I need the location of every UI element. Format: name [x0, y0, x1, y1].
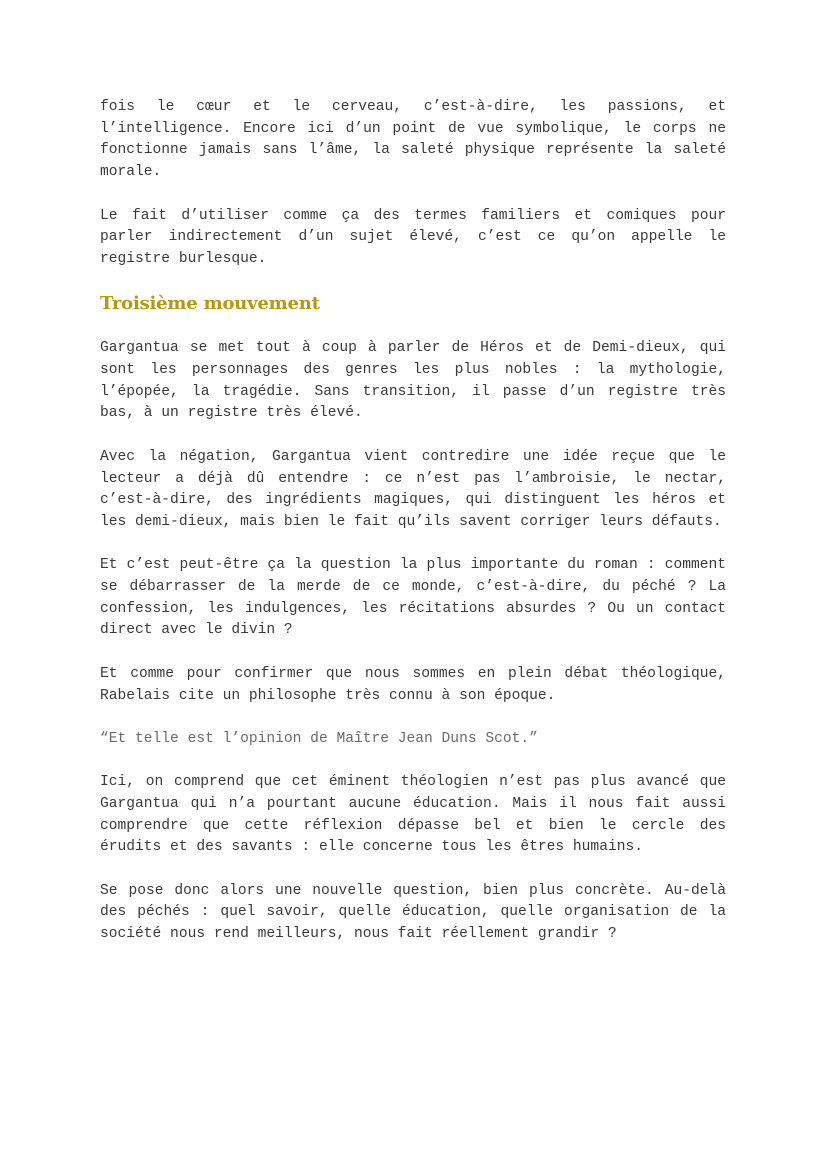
paragraph-5: Et c’est peut-être ça la question la plus importante du roman : comment se débarrasser de la merde de ce monde, c’est-à-dire, du péché ? La confession, les indulgences, les récitations absurdes ? Ou un contact direct avec le divin ?: [100, 557, 726, 639]
paragraph-7: Ici, on comprend que cet éminent théologien n’est pas plus avancé que Gargantua qui n’a pourtant aucune éducation. Mais il nous fait aussi comprendre que cette réflexion dépasse bel et bien le cercle des érudits et des savants : elle concerne tous les êtres humains.: [100, 774, 726, 856]
paragraph-3: Gargantua se met tout à coup à parler de Héros et de Demi-dieux, qui sont les personnages des genres les plus nobles : la mythologie, l’épopée, la tragédie. Sans transition, il passe d’un registre très bas, à un registre très élevé.: [100, 340, 726, 422]
document-page: [100, 97, 726, 968]
paragraph-4: Avec la négation, Gargantua vient contredire une idée reçue que le lecteur a déjà dû entendre : ce n’est pas l’ambroisie, le nectar, c’est-à-dire, des ingrédients magiques, qui distinguent les héros et les demi-dieux, mais bien le fait qu’ils savent corriger leurs défauts.: [100, 448, 726, 530]
section-heading: Troisième mouvement: [100, 293, 320, 315]
paragraph-8: Se pose donc alors une nouvelle question, bien plus concrète. Au-delà des péchés : quel savoir, quelle éducation, quelle organisation de la société nous rend meilleurs, nous fait réellement grandir ?: [100, 882, 726, 943]
paragraph-2: Le fait d’utiliser comme ça des termes familiers et comiques pour parler indirectement d’un sujet élevé, c’est ce qu’on appelle le registre burlesque.: [100, 207, 726, 267]
paragraph-6: Et comme pour confirmer que nous sommes en plein débat théologique, Rabelais cite un philosophe très connu à son époque.: [100, 665, 726, 704]
paragraph-1: fois le cœur et le cerveau, c’est-à-dire, les passions, et l’intelligence. Encore ici d’un point de vue symbolique, le corps ne fonctionne jamais sans l’âme, la saleté physique représente la saleté morale.: [100, 99, 726, 181]
quote-paragraph: “Et telle est l’opinion de Maître Jean Duns Scot.”: [100, 730, 538, 747]
